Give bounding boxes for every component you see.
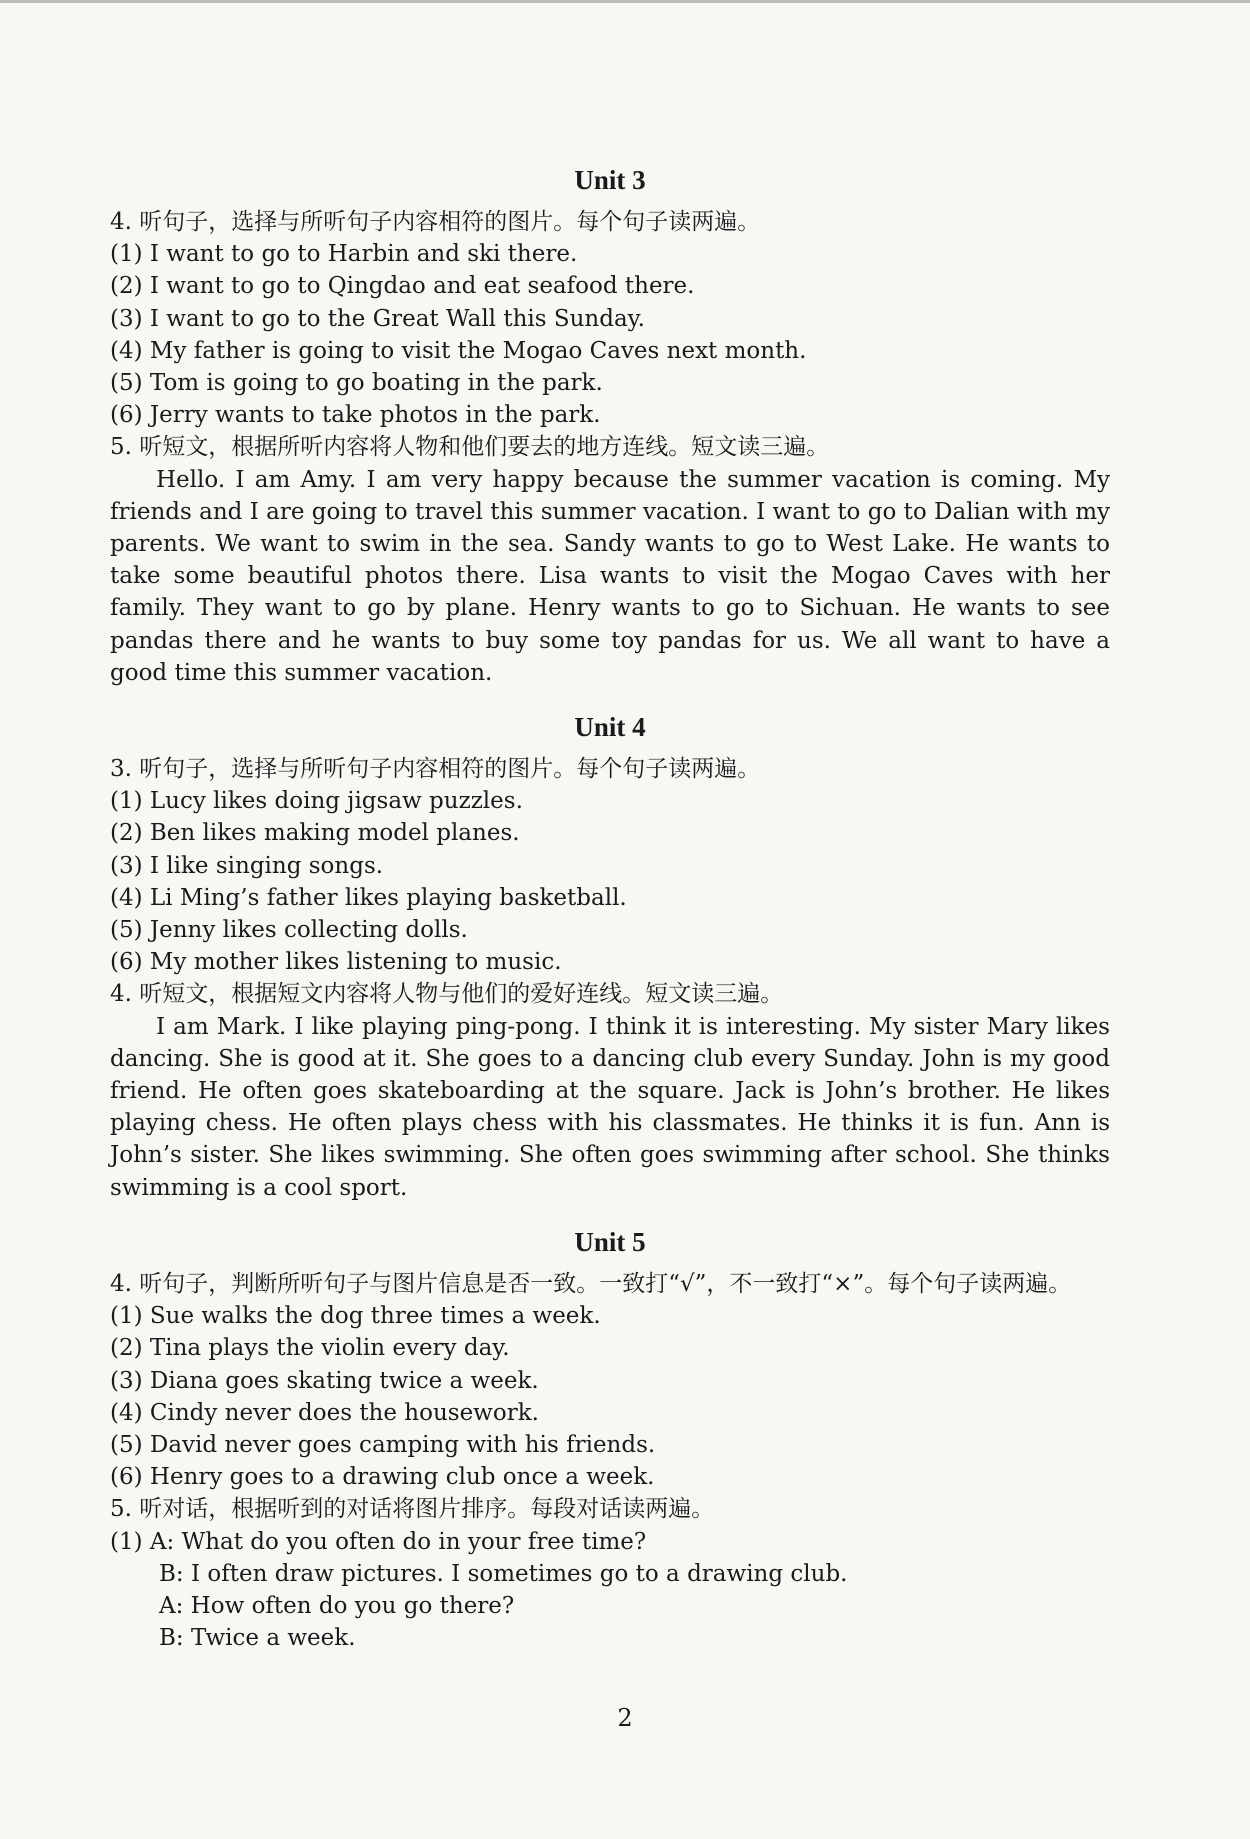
list-item: (1) Lucy likes doing jigsaw puzzles. — [110, 788, 523, 815]
unit-4-section — [110, 707, 1110, 1204]
list-item: (6) My mother likes listening to music. — [110, 949, 562, 976]
unit-3-title: Unit 3 — [574, 165, 646, 195]
top-border — [0, 0, 1250, 3]
page-content — [110, 160, 1110, 1654]
unit-4-q3-heading: 3. 听句子，选择与所听句子内容相符的图片。每个句子读两遍。 — [110, 756, 761, 783]
list-item: (1) I want to go to Harbin and ski there. — [110, 241, 578, 268]
dialogue-line — [110, 1526, 1110, 1558]
list-item: (3) I want to go to the Great Wall this Sunday. — [110, 305, 645, 332]
list-item: (2) I want to go to Qingdao and eat seafood there. — [110, 273, 695, 300]
unit-4-q4-heading: 4. 听短文，根据短文内容将人物与他们的爱好连线。短文读三遍。 — [110, 981, 784, 1008]
unit-3-q5-passage: Hello. I am Amy. I am very happy because the summer vacation is coming. My friends and I are going to travel this summer vacation. I want to go to Dalian with my parents. We want to swim in the sea. Sandy wants to go to West Lake. He wants to take some beautiful photos there. Lisa wants to visit the Mogao Caves with her family. They want to go by plane. Henry wants to go to Sichuan. He wants to see pandas there and he wants to buy some toy pandas for us. We all want to have a good time this summer vacation. — [110, 466, 1110, 686]
page-number: 2 — [617, 1704, 633, 1732]
unit-4-title: Unit 4 — [574, 712, 646, 743]
list-item: (4) My father is going to visit the Mogao Caves next month. — [110, 337, 807, 364]
list-item: (3) I like singing songs. — [110, 852, 384, 879]
unit-5-title: Unit 5 — [574, 1226, 646, 1257]
list-item: (5) Tom is going to go boating in the park. — [110, 370, 603, 397]
list-item: (6) Henry goes to a drawing club once a week. — [110, 1464, 655, 1491]
dialogue-line: A: How often do you go there? — [159, 1592, 515, 1619]
unit-3-section — [110, 160, 1110, 689]
unit-4-q4-passage: I am Mark. I like playing ping-pong. I think it is interesting. My sister Mary likes dancing. She is good at it. She goes to a dancing club every Sunday. John is my good friend. He often goes skateboarding at the square. Jack is John’s brother. He likes playing chess. He often plays chess with his classmates. He thinks it is fun. Ann is John’s sister. She likes swimming. She often goes swimming after school. She thinks swimming is a cool sport. — [110, 1013, 1110, 1201]
unit-3-q4-heading: 4. 听句子，选择与所听句子内容相符的图片。每个句子读两遍。 — [110, 209, 761, 235]
list-item: (4) Cindy never does the housework. — [110, 1399, 539, 1426]
unit-3-q5-heading: 5. 听短文，根据所听内容将人物和他们要去的地方连线。短文读三遍。 — [110, 434, 830, 461]
list-item: (4) Li Ming’s father likes playing basketball. — [110, 884, 627, 911]
list-item: (6) Jerry wants to take photos in the park. — [110, 402, 601, 429]
dialogue-text: A: What do you often do in your free time? — [149, 1528, 647, 1555]
list-item: (1) Sue walks the dog three times a week. — [110, 1303, 601, 1330]
list-item: (5) David never goes camping with his friends. — [110, 1431, 656, 1458]
dialogue-line: B: I often draw pictures. I sometimes go to a drawing club. — [159, 1560, 848, 1587]
unit-5-q4-heading: 4. 听句子，判断所听句子与图片信息是否一致。一致打“√”，不一致打“×”。每个句子读两遍。 — [110, 1270, 1072, 1297]
list-item: (5) Jenny likes collecting dolls. — [110, 917, 468, 944]
unit-5-section — [110, 1222, 1110, 1654]
dialogue-number: (1) — [110, 1528, 143, 1555]
list-item: (2) Tina plays the violin every day. — [110, 1335, 510, 1362]
list-item: (2) Ben likes making model planes. — [110, 820, 520, 847]
list-item: (3) Diana goes skating twice a week. — [110, 1367, 539, 1394]
unit-5-q5-heading: 5. 听对话，根据听到的对话将图片排序。每段对话读两遍。 — [110, 1496, 715, 1523]
dialogue-line: B: Twice a week. — [159, 1625, 356, 1652]
